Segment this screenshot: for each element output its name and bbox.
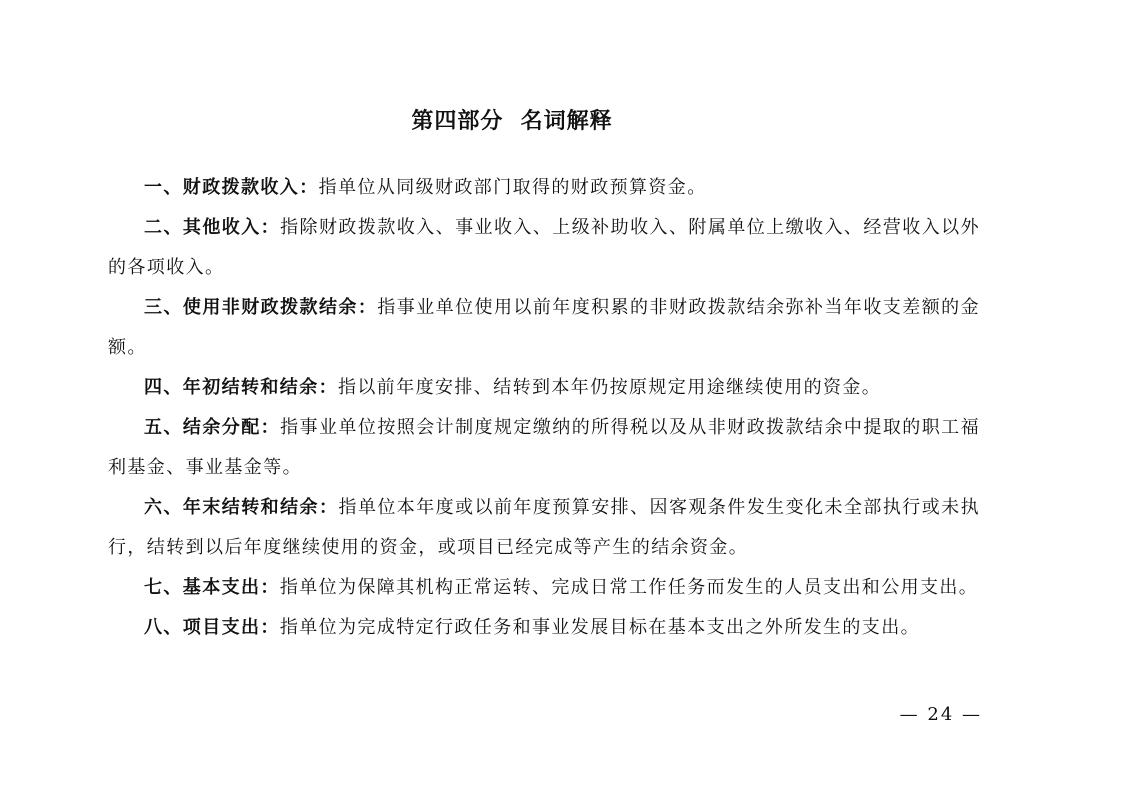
section-title: 第四部分 名词解释 xyxy=(411,108,613,134)
definitions-list xyxy=(108,168,980,648)
definition-term: 七、基本支出： xyxy=(144,577,280,598)
definition-text: 指事业单位按照会计制度规定缴纳的所得税以及从非财政拨款结余中提取的职工福利基金、事业基金等。 xyxy=(108,417,980,478)
definition-text: 指单位为完成特定行政任务和事业发展目标在基本支出之外所发生的支出。 xyxy=(279,617,921,638)
definition-item xyxy=(108,568,980,608)
definition-item xyxy=(108,168,980,208)
definition-text: 指除财政拨款收入、事业收入、上级补助收入、附属单位上缴收入、经营收入以外的各项收入。 xyxy=(108,217,980,278)
definition-text: 指事业单位使用以前年度积累的非财政拨款结余弥补当年收支差额的金额。 xyxy=(108,297,980,358)
definition-term: 五、结余分配： xyxy=(144,417,281,438)
definition-term: 四、年初结转和结余： xyxy=(144,377,338,398)
definition-item xyxy=(108,608,980,648)
definition-text: 指单位从同级财政部门取得的财政预算资金。 xyxy=(318,177,707,198)
definition-text: 指单位本年度或以前年度预算安排、因客观条件发生变化未全部执行或未执行，结转到以后年度继续使用的资金，或项目已经完成等产生的结余资金。 xyxy=(108,497,981,558)
definition-item xyxy=(108,368,980,408)
definition-text: 指单位为保障其机构正常运转、完成日常工作任务而发生的人员支出和公用支出。 xyxy=(279,577,979,598)
definition-text: 指以前年度安排、结转到本年仍按原规定用途继续使用的资金。 xyxy=(338,377,882,398)
definition-item xyxy=(108,288,980,368)
definition-item xyxy=(108,488,980,568)
definition-item xyxy=(108,208,980,288)
definition-term: 六、年末结转和结余： xyxy=(144,497,339,518)
definition-term: 三、使用非财政拨款结余： xyxy=(144,297,378,318)
definition-term: 八、项目支出： xyxy=(144,617,280,638)
definition-item xyxy=(108,408,980,488)
definition-term: 一、财政拨款收入： xyxy=(144,177,319,198)
definition-term: 二、其他收入： xyxy=(144,217,281,238)
page-number: — 24 — xyxy=(899,704,982,725)
